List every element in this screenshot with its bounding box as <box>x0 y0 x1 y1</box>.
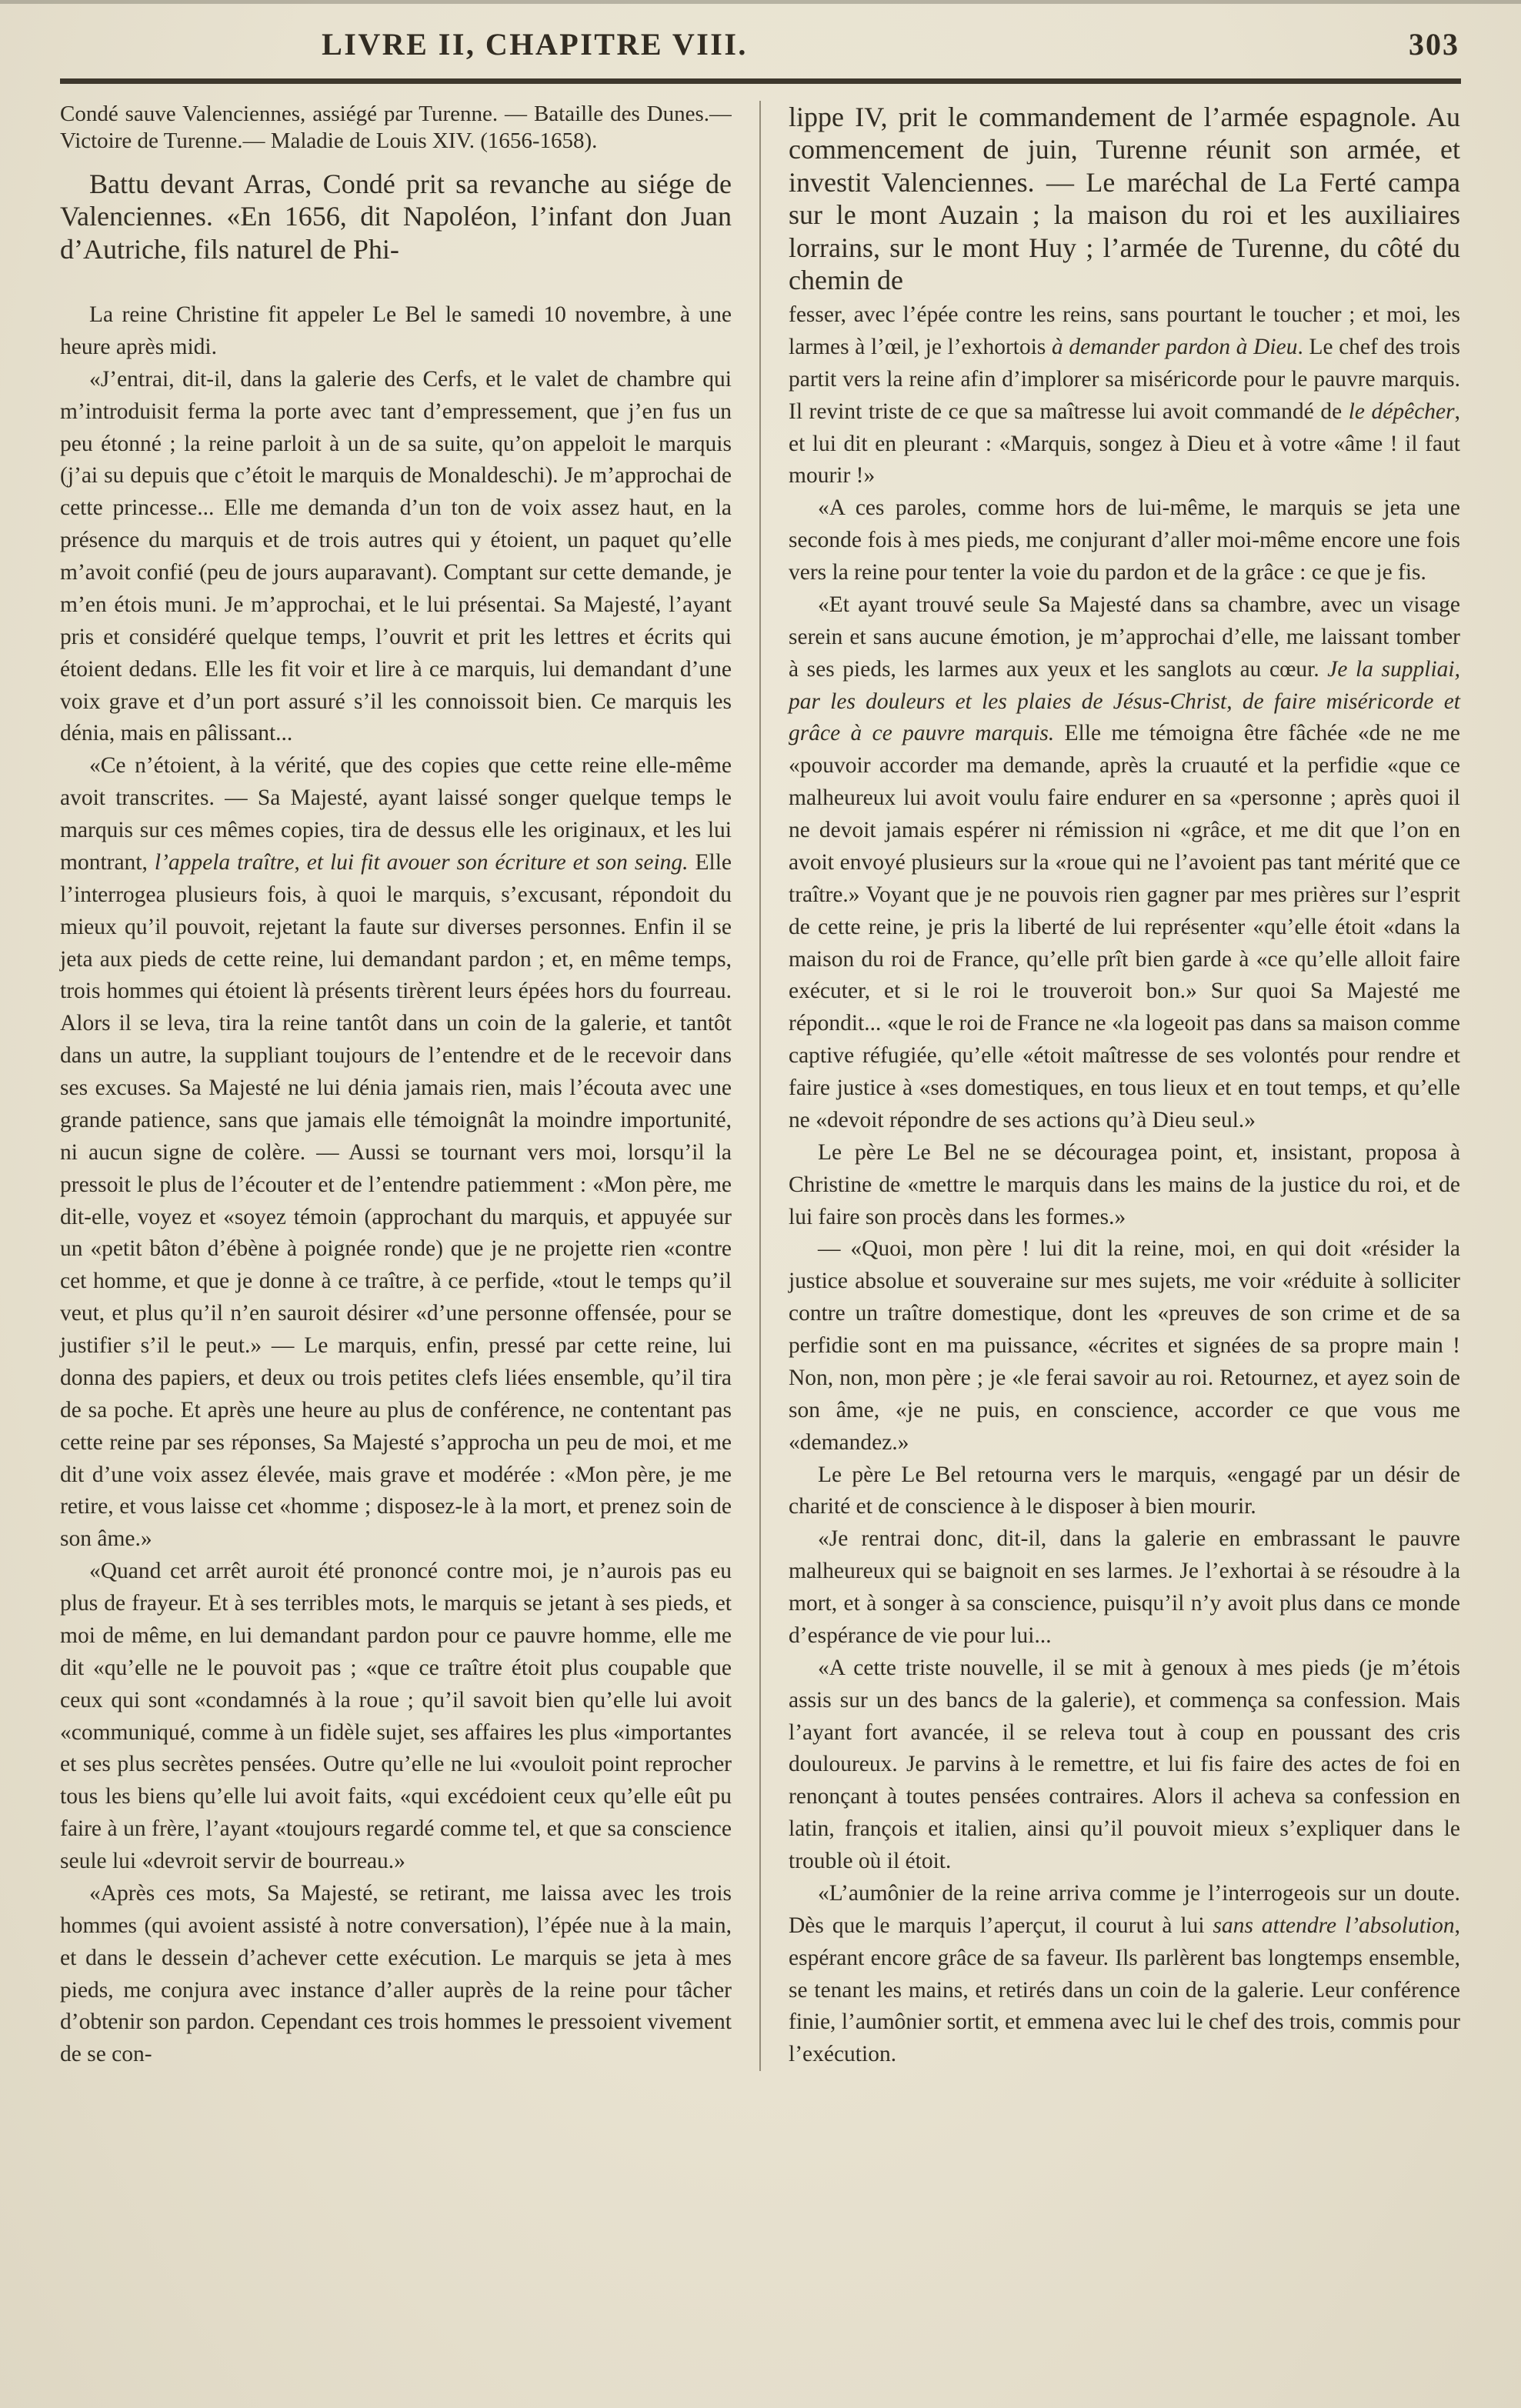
footnote-right <box>789 299 1460 2071</box>
footnote-paragraph: «Quand cet arrêt auroit été prononcé contre moi, je n’aurois pas eu plus de frayeur. Et à ses terribles mots, le marquis se jetant à ses pieds, et moi de même, en lui demandant pardon pour ce pauvre homme, elle me dit «qu’elle ne le pouvoit pas ; «que ce traître étoit plus coupable que ceux qui sont «condamnés à la roue ; qu’il savoit bien qu’elle lui avoit «communiqué, comme à un fidèle sujet, ses affaires les plus «importantes et ses plus secrètes pensées. Outre qu’elle ne lui «vouloit point reprocher tous les biens qu’elle lui avoit faits, «qui excédoient ceux qu’elle eût pu faire à un frère, l’ayant «toujours regardé comme tel, et que sa conscience seule lui «devroit servir de bourreau.» <box>60 1559 732 1873</box>
header-rule <box>60 78 1461 84</box>
footnote-paragraph: «Ce n’étoient, à la vérité, que des copies que cette reine elle-même avoit transcrites. — Sa Majesté, ayant laissé songer quelque temps le marquis sur ces mêmes copies, tira de dessus elle les originaux, et les lui montrant, l’appela traître, et lui fit avouer son écriture et son seing. Elle l’interrogea plusieurs fois, à quoi le marquis, s’excusant, répondoit du mieux qu’il pouvoit, rejetant la faute sur diverses personnes. Enfin il se jeta aux pieds de cette reine, lui demandant pardon ; et, en même temps, trois hommes qui étoient là présents tirèrent leurs épées hors du fourreau. Alors il se leva, tira la reine tantôt dans un coin de la galerie, et tantôt dans un autre, la suppliant toujours de l’entendre et de le recevoir dans ses excuses. Sa Majesté ne lui dénia jamais rien, mais l’écouta avec une grande patience, sans que jamais elle témoignât la moindre importunité, ni aucun signe de colère. — Aussi se tournant vers moi, lorsqu’il la pressoit le plus de l’écouter et de l’entendre patiemment : «Mon père, me dit-elle, voyez et «soyez témoin (approchant du marquis, et appuyée sur un «petit bâton d’ébène à poignée ronde) que je ne projette rien «contre cet homme, et que je donne à ce traître, à ce perfide, «tout le temps qu’il veut, et plus qu’il n’en sauroit désirer «d’une personne offensée, pour se justifier s’il le peut.» — Le marquis, enfin, pressé par cette reine, lui donna des papiers, et deux ou trois petites clefs liées ensemble, qu’il tira de sa poche. Et après une heure au plus de conférence, ne contentant pas cette reine par ses réponses, Sa Majesté s’approcha un peu de moi, et me dit d’une voix assez élevée, mais grave et modérée : «Mon père, je me retire, et vous laisse cet «homme ; disposez-le à la mort, et prenez soin de son âme.» <box>60 753 732 1552</box>
footnote-paragraph: «A ces paroles, comme hors de lui-même, le marquis se jeta une seconde fois à mes pieds, me conjurant d’aller moi-même encore une fois vers la reine pour tenter la voie du pardon et de la grâce : ce que je fis. <box>789 495 1460 585</box>
main-paragraph-left: Battu devant Arras, Condé prit sa revanche au siége de Valenciennes. «En 1656, dit Napoléon, l’infant don Juan d’Autriche, fils naturel de Phi- <box>60 168 732 265</box>
left-column <box>60 101 732 2071</box>
running-head: LIVRE II, CHAPITRE VIII. <box>322 27 748 62</box>
footnote-paragraph: «Après ces mots, Sa Majesté, se retirant, me laissa avec les trois hommes (qui avoient assisté à notre conversation), l’épée nue à la main, et dans le dessein d’achever cette exécution. Le marquis se jeta à mes pieds, me conjura avec instance d’aller auprès de la reine pour tâcher d’obtenir son pardon. Cependant ces trois hommes le pressoient vivement de se con- <box>60 1880 732 2067</box>
main-paragraph-right: lippe IV, prit le commandement de l’armée espagnole. Au commencement de juin, Turenne réunit son armée, et investit Valenciennes. — Le maréchal de La Ferté campa sur le mont Auzain ; la maison du roi et les auxiliaires lorrains, sur le mont Huy ; l’armée de Turenne, du côté du chemin de <box>789 102 1460 296</box>
footnote-paragraph: fesser, avec l’épée contre les reins, sans pourtant le toucher ; et moi, les larmes à l’œil, je l’exhortois à demander pardon à Dieu. Le chef des trois partit vers la reine afin d’implorer sa miséricorde pour le pauvre marquis. Il revint triste de ce que sa maîtresse lui avoit commandé de le dépêcher, et lui dit en pleurant : «Marquis, songez à Dieu et à votre «âme ! il faut mourir !» <box>789 302 1460 489</box>
footnote-paragraph: «Et ayant trouvé seule Sa Majesté dans sa chambre, avec un visage serein et sans aucune émotion, je m’approchai d’elle, me laissant tomber à ses pieds, les larmes aux yeux et les sanglots au cœur. Je la suppliai, par les douleurs et les plaies de Jésus-Christ, de faire miséricorde et grâce à ce pauvre marquis. Elle me témoigna être fâchée «de ne me «pouvoir accorder ma demande, après la cruauté et la perfidie «que ce malheureux lui avoit voulu faire endurer en sa «personne ; après quoi il ne devoit jamais espérer ni rémission ni «grâce, et me dit que l’on en avoit envoyé plusieurs sur la «roue qui ne l’avoient pas tant mérité que ce traître.» Voyant que je ne pouvois rien gagner par mes prières sur l’esprit de cette reine, je pris la liberté de lui représenter «qu’elle étoit «dans la maison du roi de France, qu’elle prît bien garde à «ce qu’elle alloit faire exécuter, et si le roi le trouveroit bon.» Sur quoi Sa Majesté me répondit... «que le roi de France ne «la logeoit pas dans sa maison comme captive réfugiée, qu’elle «étoit maîtresse de ses volontés pour rendre et faire justice à «ses domestiques, en tous lieux et en tout temps, et qu’elle ne «devoit répondre de ses actions qu’à Dieu seul.» <box>789 592 1460 1132</box>
column-divider-rule <box>759 101 761 2071</box>
footnote-paragraph: «L’aumônier de la reine arriva comme je l’interrogeois sur un doute. Dès que le marquis l’aperçut, il courut à lui sans attendre l’absolution, espérant encore grâce de sa faveur. Ils parlèrent bas longtemps ensemble, se tenant les mains, et retirés dans un coin de la galerie. Leur conférence finie, l’aumônier sortit, et emmena avec lui le chef des trois, commis pour l’exécution. <box>789 1880 1460 2067</box>
scan-top-edge <box>0 0 1521 4</box>
chapter-summary: Condé sauve Valenciennes, assiégé par Turenne. — Bataille des Dunes.—Victoire de Turenne.— Maladie de Louis XIV. (1656-1658). <box>60 102 732 154</box>
footnote-paragraph: Le père Le Bel ne se découragea point, et, insistant, proposa à Christine de «mettre le marquis dans les mains de la justice du roi, et de lui faire son procès dans les formes.» <box>789 1139 1460 1229</box>
page-header <box>60 26 1461 69</box>
footnote-paragraph: — «Quoi, mon père ! lui dit la reine, moi, en qui doit «résider la justice absolue et souveraine sur mes sujets, me voir «réduite à solliciter contre un traître domestique, dont les «preuves de son crime et de sa perfidie sont en ma puissance, «écrites et signées de sa propre main ! Non, non, mon père ; je «le ferai savoir au roi. Retournez, et ayez soin de son âme, «je ne puis, en conscience, accorder ce que vous me «demandez.» <box>789 1236 1460 1455</box>
footnote-paragraph: La reine Christine fit appeler Le Bel le samedi 10 novembre, à une heure après midi. <box>60 302 732 359</box>
footnote-paragraph: «J’entrai, dit-il, dans la galerie des Cerfs, et le valet de chambre qui m’introduisit ferma la porte avec tant d’empressement, que j’en fus un peu étonné ; la reine parloit à un de sa suite, qu’on appeloit le marquis (j’ai su depuis que c’étoit le marquis de Monaldeschi). Je m’approchai de cette princesse... Elle me demanda d’un ton de voix assez haut, en la présence du marquis et de trois autres qui y étoient, un paquet qu’elle m’avoit confié (peu de jours auparavant). Comptant sur cette demande, je m’en étois muni. Je m’approchai, et le lui présentai. Sa Majesté, l’ayant pris et considéré quelque temps, l’ouvrit et prit les lettres et écrits qui étoient dedans. Elle les fit voir et lire à ce marquis, lui demandant d’une voix grave et d’un port assuré s’il les connoissoit bien. Ce marquis les dénia, mais en pâlissant... <box>60 366 732 746</box>
main-text-left <box>60 101 732 299</box>
right-column <box>789 101 1460 2071</box>
page-number: 303 <box>1409 27 1459 62</box>
main-text-right <box>789 101 1460 299</box>
footnote-paragraph: Le père Le Bel retourna vers le marquis, «engagé par un désir de charité et de conscience à le disposer à bien mourir. <box>789 1462 1460 1519</box>
two-column-text <box>60 101 1461 2071</box>
footnote-paragraph: «Je rentrai donc, dit-il, dans la galerie en embrassant le pauvre malheureux qui se baignoit en ses larmes. Je l’exhortai à se résoudre à la mort, et à songer à sa conscience, puisqu’il n’y avoit plus dans ce monde d’espérance de vie pour lui... <box>789 1526 1460 1648</box>
footnote-left <box>60 299 732 2071</box>
footnote-paragraph: «A cette triste nouvelle, il se mit à genoux à mes pieds (je m’étois assis sur un des bancs de la galerie), et commença sa confession. Mais l’ayant fort avancée, il se releva tout à coup en poussant des cris douloureux. Je parvins à le remettre, et lui fis faire des actes de foi en renonçant à toutes pensées contraires. Alors il acheva sa confession en latin, françois et italien, ainsi qu’il pouvoit mieux s’expliquer dans le trouble où il étoit. <box>789 1655 1460 1873</box>
